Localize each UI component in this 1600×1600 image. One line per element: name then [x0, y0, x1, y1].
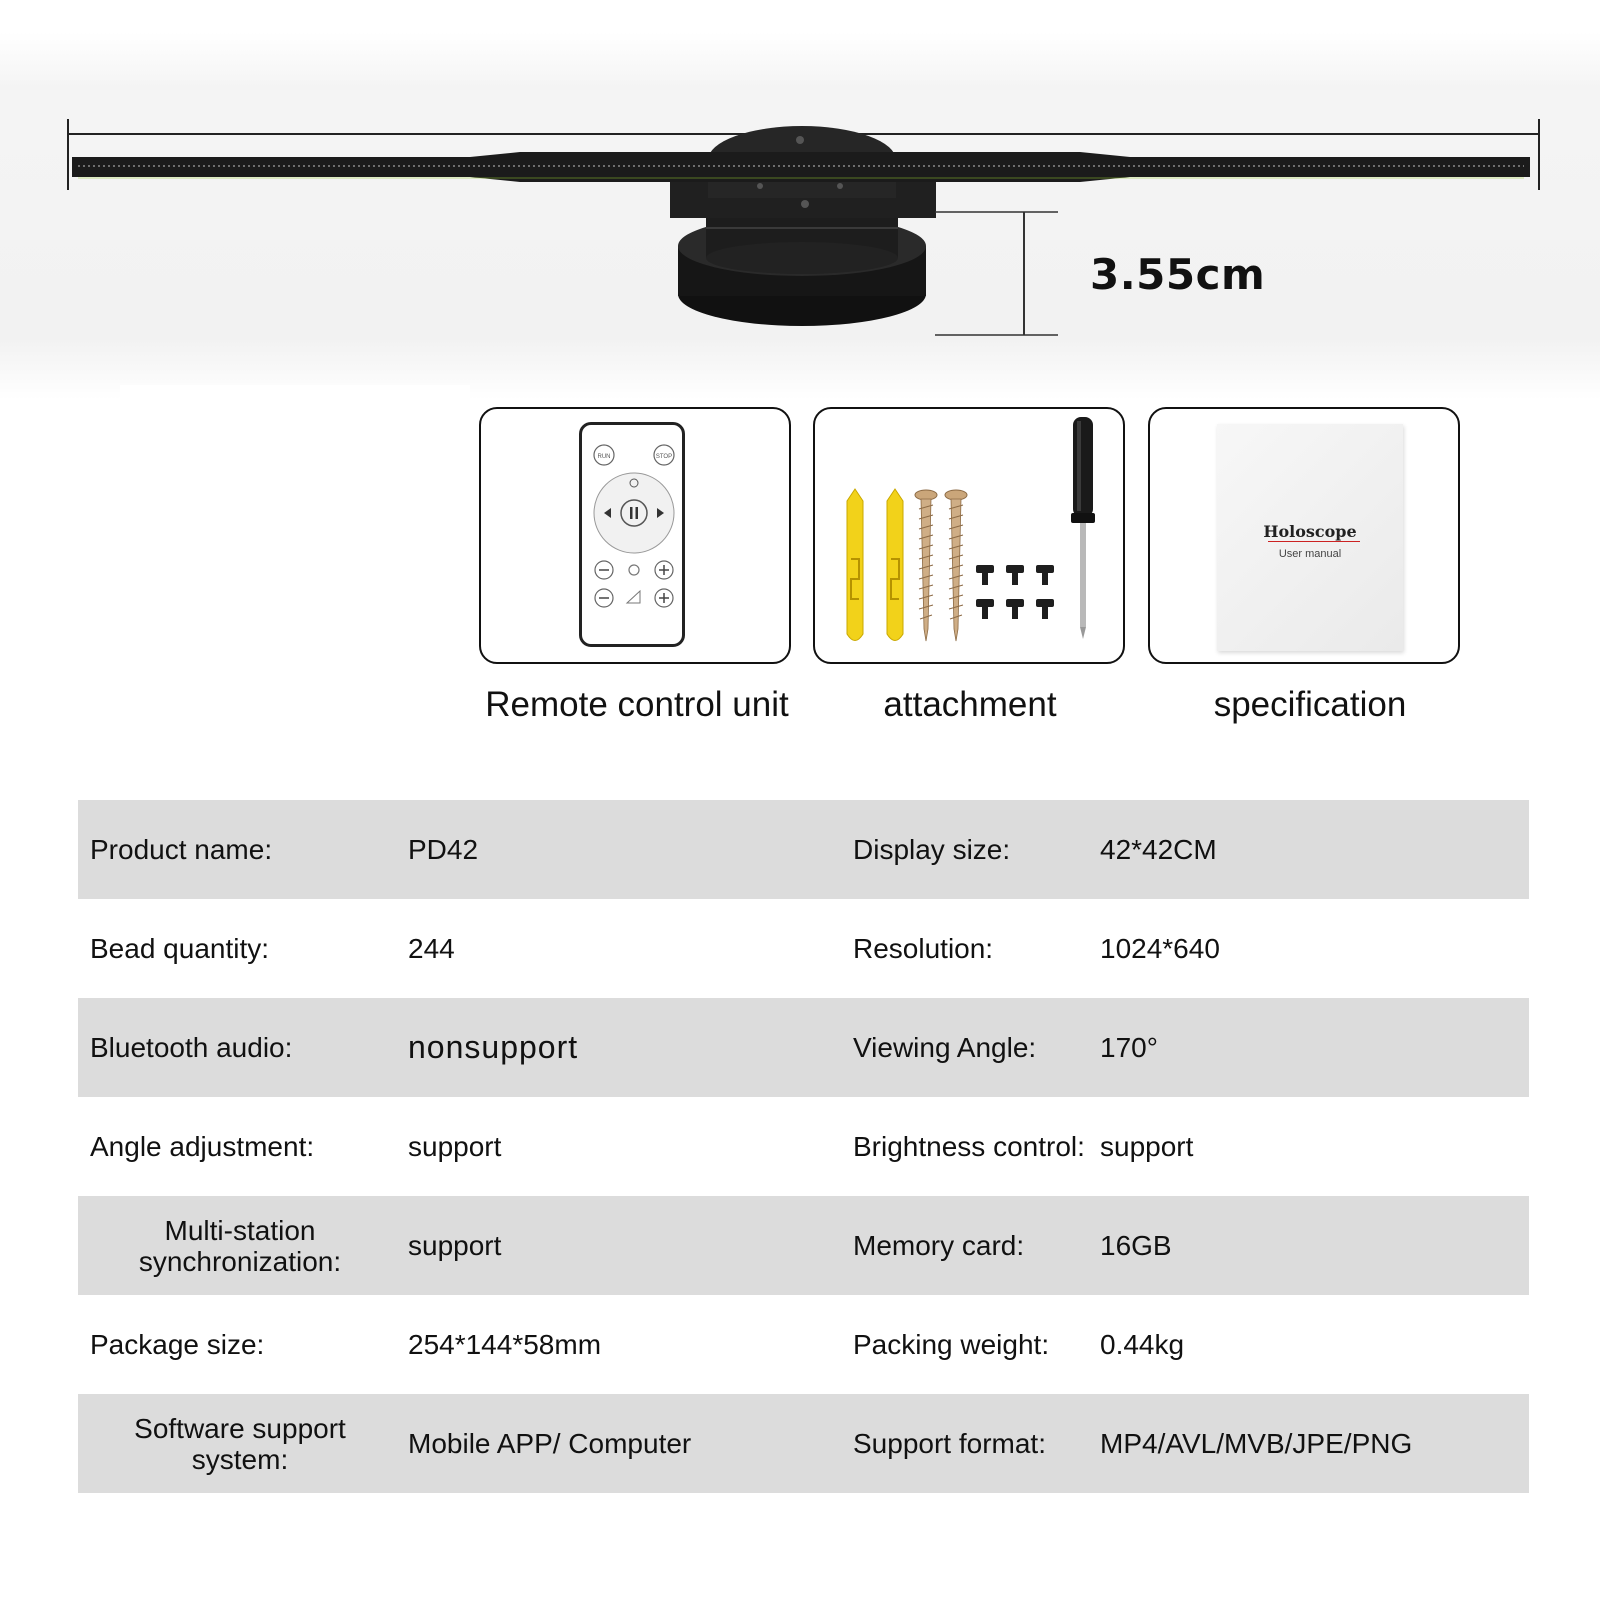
spec-value: 16GB	[1100, 1229, 1172, 1261]
user-manual-image	[1148, 407, 1460, 664]
spec-label: Package size:	[90, 1328, 265, 1360]
hologram-fan-device	[0, 0, 1600, 400]
spec-row	[78, 1097, 1529, 1196]
spec-value: 170°	[1100, 1031, 1158, 1063]
blank-panel	[120, 385, 470, 715]
spec-row	[78, 1394, 1529, 1493]
spec-label: Software support system:	[134, 1412, 346, 1475]
spec-row	[78, 1196, 1529, 1295]
spec-label: Memory card:	[853, 1229, 1025, 1261]
spec-label: Resolution:	[853, 932, 994, 964]
spec-label: Multi-station synchronization:	[138, 1214, 342, 1277]
spec-row	[78, 998, 1529, 1097]
spec-label: Brightness control:	[853, 1130, 1085, 1162]
spec-value: 254*144*58mm	[408, 1328, 602, 1360]
spec-value: Mobile APP/ Computer	[408, 1427, 692, 1459]
spec-value: support	[408, 1229, 502, 1261]
spec-label: Viewing Angle:	[853, 1031, 1037, 1063]
spec-label: Product name:	[90, 833, 273, 865]
spec-value: support	[408, 1130, 502, 1162]
spec-row	[78, 899, 1529, 998]
attachment-label: attachment	[883, 685, 1057, 724]
spec-row	[78, 1295, 1529, 1394]
screws-and-anchors-icon	[815, 409, 1125, 664]
spec-label: Bluetooth audio:	[90, 1031, 293, 1063]
manual-title: Holoscope	[1263, 522, 1357, 541]
user-manual	[1217, 424, 1403, 651]
spec-value: 244	[408, 932, 455, 964]
stop-button-label: STOP	[655, 454, 673, 460]
spec-value: support	[1100, 1130, 1194, 1162]
spec-label: Angle adjustment:	[90, 1130, 315, 1162]
wood-screw-icon	[915, 490, 967, 641]
manual-subtitle: User manual	[1278, 548, 1342, 560]
spec-label: Packing weight:	[853, 1328, 1050, 1360]
spec-label: Display size:	[853, 833, 1011, 865]
spec-value: 1024*640	[1100, 932, 1220, 964]
spec-value: 0.44kg	[1100, 1328, 1185, 1360]
specification-label: specification	[1213, 685, 1407, 724]
height-dimension-label: 3.55cm	[1090, 250, 1266, 299]
screwdriver-icon	[1071, 417, 1095, 639]
attachment-image	[813, 407, 1125, 664]
product-image	[0, 0, 1600, 400]
remote-control-label: Remote control unit	[485, 685, 789, 724]
spec-value: PD42	[408, 833, 479, 865]
spec-value: 42*42CM	[1100, 833, 1217, 865]
spec-label: Support format:	[853, 1427, 1046, 1459]
spec-value: MP4/AVL/MVB/JPE/PNG	[1100, 1427, 1413, 1459]
remote-control	[579, 422, 685, 647]
spec-label: Bead quantity:	[90, 932, 270, 964]
spec-table	[78, 800, 1529, 1493]
spec-row	[78, 800, 1529, 899]
manual-underline	[1268, 541, 1360, 542]
spec-value: nonsupport	[408, 1029, 579, 1065]
machine-screw-icon	[976, 565, 1054, 619]
remote-control-image	[479, 407, 791, 664]
run-button-label: RUN	[597, 454, 611, 460]
wall-anchor-icon	[847, 489, 903, 641]
